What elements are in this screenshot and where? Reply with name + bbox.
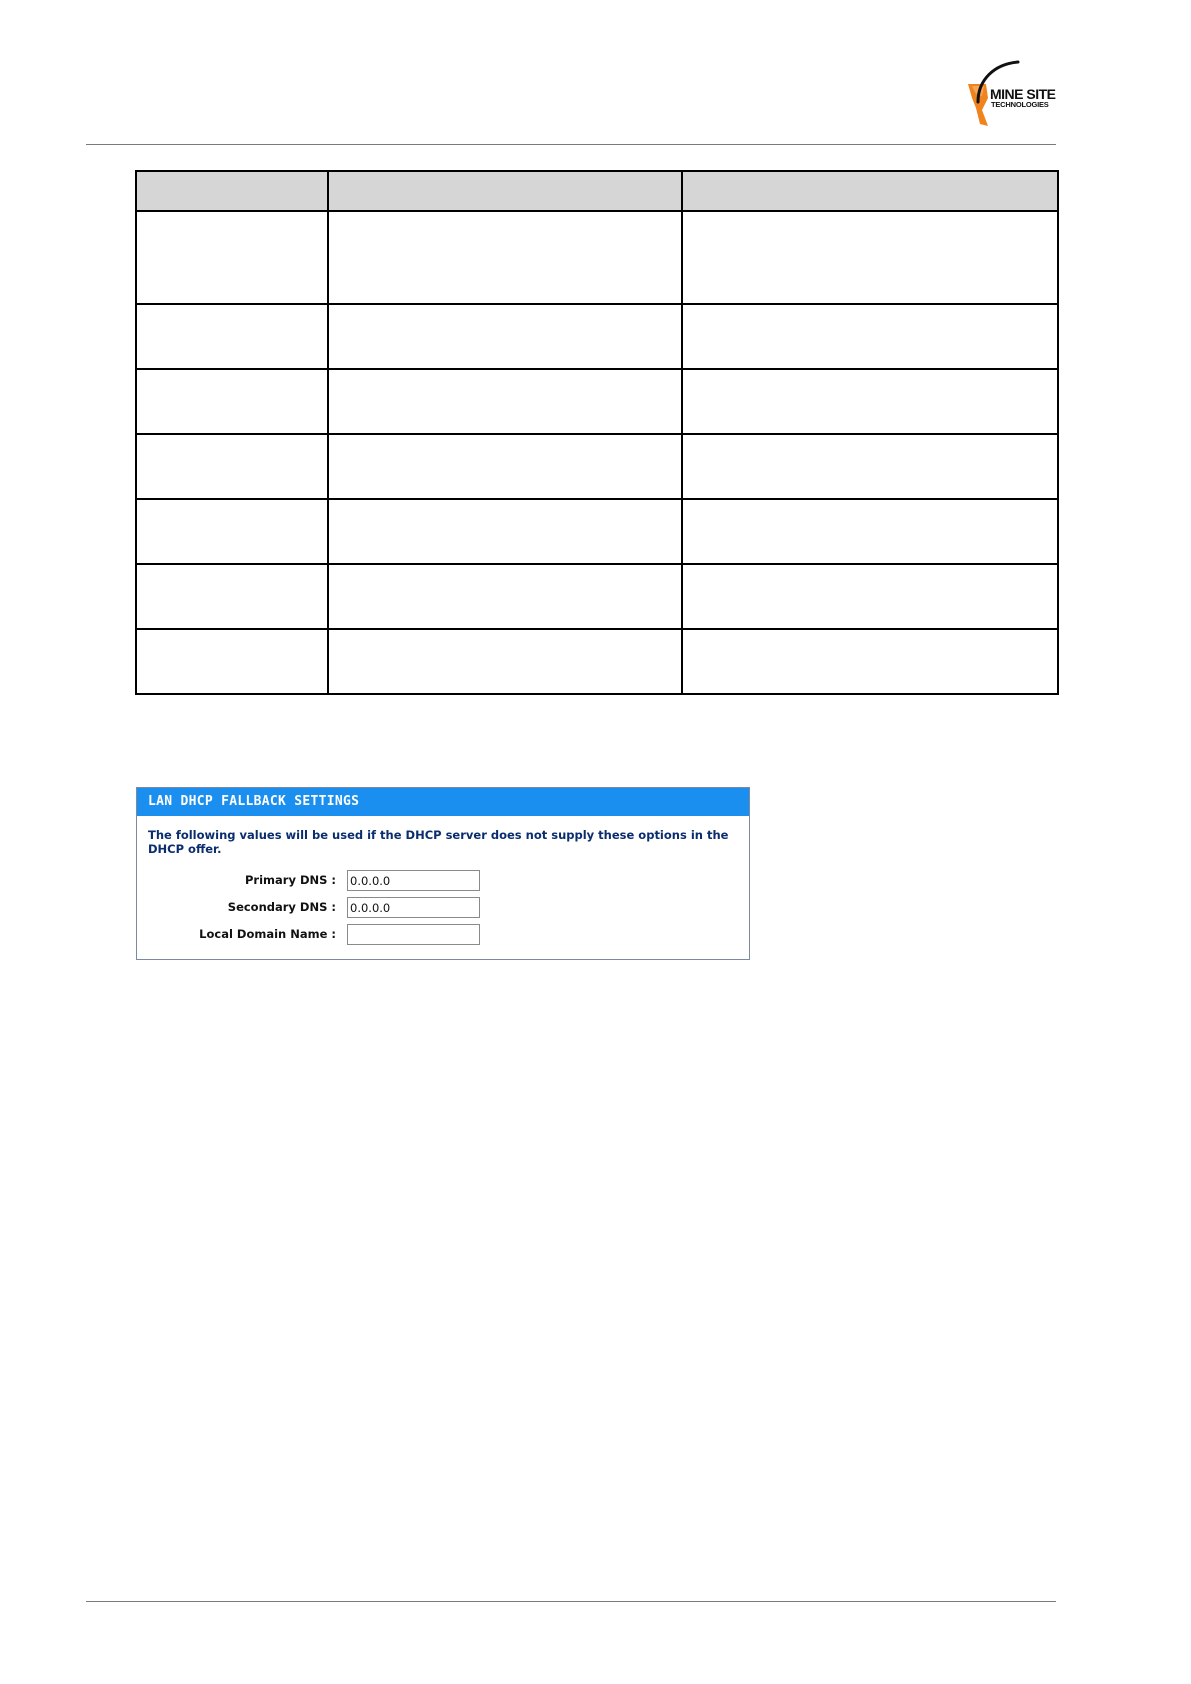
table-row bbox=[136, 304, 1058, 369]
table-cell bbox=[136, 211, 328, 304]
logo-text-secondary: TECHNOLOGIES bbox=[991, 100, 1049, 109]
header-divider bbox=[86, 144, 1056, 145]
logo-text-primary: MINE SITE bbox=[990, 86, 1056, 102]
dhcp-fallback-panel bbox=[136, 787, 750, 960]
table-cell bbox=[136, 629, 328, 694]
table-cell bbox=[682, 499, 1058, 564]
table-cell bbox=[136, 564, 328, 629]
table-cell bbox=[328, 304, 682, 369]
table-cell bbox=[328, 564, 682, 629]
table-row bbox=[136, 434, 1058, 499]
table-cell bbox=[682, 564, 1058, 629]
table-cell bbox=[682, 211, 1058, 304]
primary-dns-input[interactable] bbox=[347, 870, 480, 891]
primary-dns-label: Primary DNS : bbox=[244, 873, 336, 887]
document-table bbox=[135, 170, 1059, 695]
table-cell bbox=[682, 369, 1058, 434]
table-cell bbox=[328, 499, 682, 564]
table-row bbox=[136, 564, 1058, 629]
table-header-cell bbox=[682, 171, 1058, 211]
table-row bbox=[136, 629, 1058, 694]
table-cell bbox=[136, 304, 328, 369]
secondary-dns-input[interactable] bbox=[347, 897, 480, 918]
secondary-dns-label: Secondary DNS : bbox=[227, 900, 336, 914]
table-cell bbox=[136, 499, 328, 564]
table-cell bbox=[682, 304, 1058, 369]
secondary-dns-row bbox=[137, 897, 749, 919]
table-header-cell bbox=[136, 171, 328, 211]
footer-divider bbox=[86, 1601, 1056, 1602]
local-domain-label: Local Domain Name : bbox=[199, 927, 336, 941]
table-cell bbox=[682, 629, 1058, 694]
local-domain-row bbox=[137, 924, 749, 946]
table-cell bbox=[136, 434, 328, 499]
table-header-row bbox=[136, 171, 1058, 211]
table-row bbox=[136, 369, 1058, 434]
panel-description: The following values will be used if the DHCP server does not supply these options in the DHCP offer. bbox=[148, 828, 729, 856]
panel-title: LAN DHCP FALLBACK SETTINGS bbox=[137, 788, 749, 816]
table-cell bbox=[328, 211, 682, 304]
table-cell bbox=[328, 369, 682, 434]
table-cell bbox=[328, 434, 682, 499]
primary-dns-row bbox=[137, 870, 749, 892]
table-header-cell bbox=[328, 171, 682, 211]
table-cell bbox=[682, 434, 1058, 499]
table-cell bbox=[136, 369, 328, 434]
table-cell bbox=[328, 629, 682, 694]
local-domain-input[interactable] bbox=[347, 924, 480, 945]
table-row bbox=[136, 211, 1058, 304]
table-row bbox=[136, 499, 1058, 564]
